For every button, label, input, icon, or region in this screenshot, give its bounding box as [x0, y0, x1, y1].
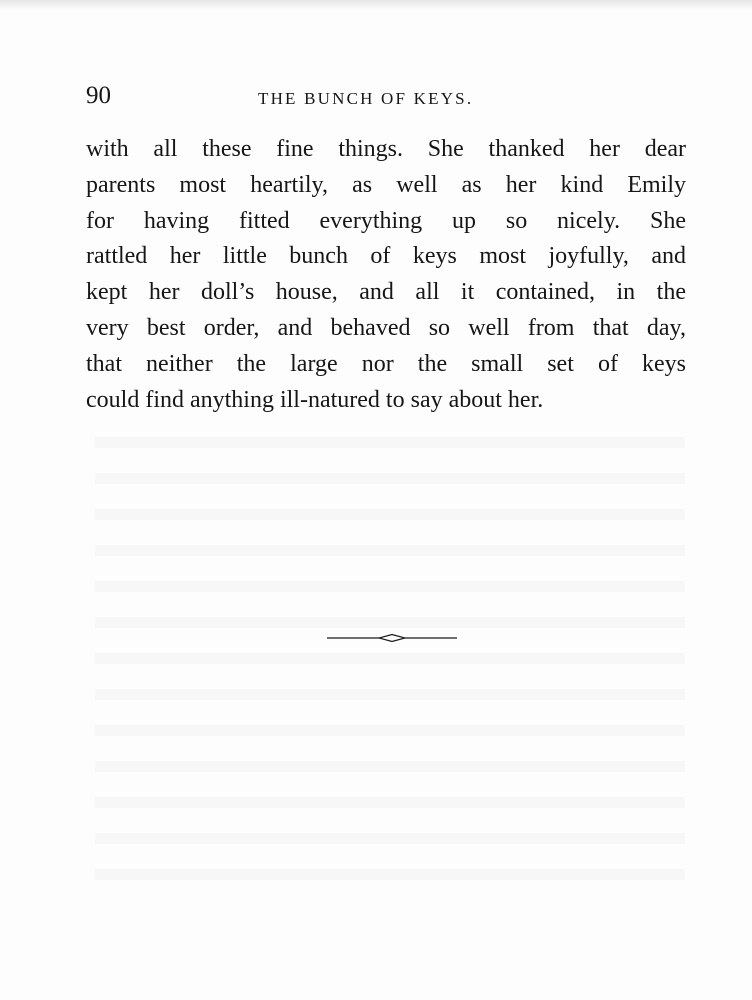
text-line: with all these fine things. She thanked her dear: [86, 136, 686, 162]
text-line: kept her doll’s house, and all it contained, in the: [86, 279, 686, 306]
running-head: THE BUNCH OF KEYS.: [258, 89, 474, 108]
show-through-text: [95, 415, 685, 905]
page-edge-shadow: [0, 0, 752, 10]
body-paragraph: [86, 132, 686, 418]
text-line: that neither the large nor the small set of keys: [86, 350, 686, 377]
diamond-rule-ornament-icon: [327, 632, 457, 644]
text-line: very best order, and behaved so well from that day,: [86, 314, 686, 341]
text-line: could find anything ill-natured to say about her.: [86, 386, 544, 413]
text-line: for having fitted everything up so nicely. She: [86, 207, 686, 234]
page-number: 90: [86, 82, 111, 109]
text-line: parents most heartily, as well as her kind Emily: [86, 171, 686, 198]
text-line: rattled her little bunch of keys most joyfully, and: [86, 243, 686, 270]
